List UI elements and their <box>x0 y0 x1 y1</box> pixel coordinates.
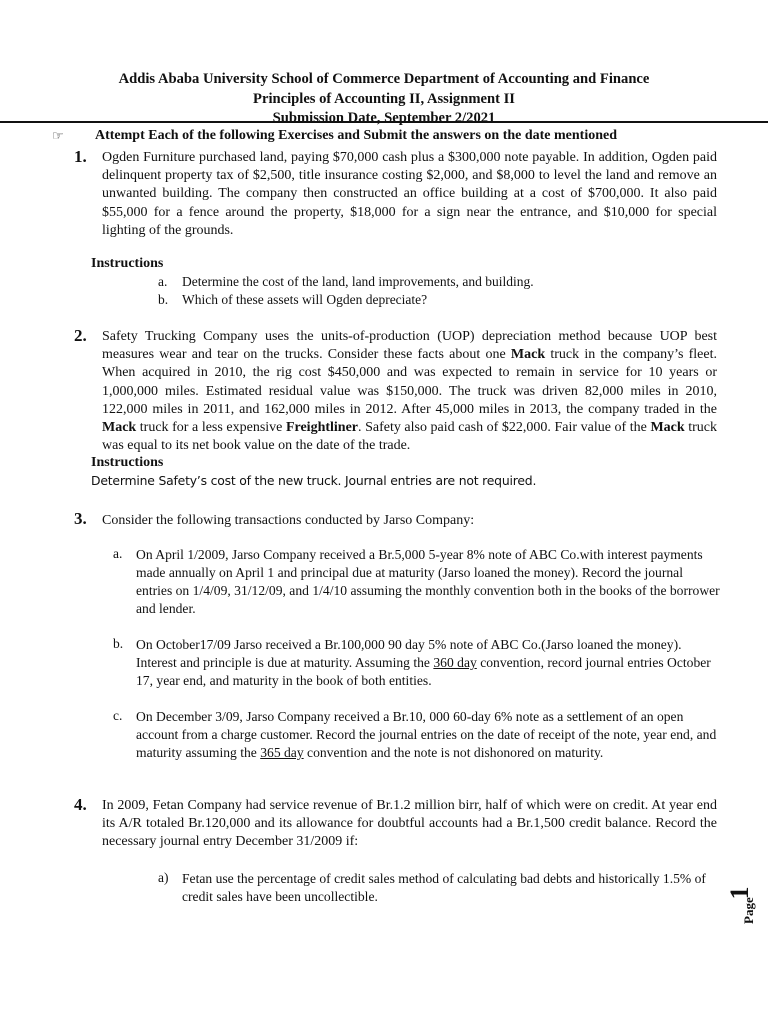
question-3-a-text: On April 1/2009, Jarso Company received a Br.5,000 5-year 8% note of ABC Co.with interest payments made annually on April 1 and principal due at maturity (Jarso loaned the money). Record the journal entries on 1/4/09, 31/12/09, and 1/4/10 assuming the monthly convention both in the books of the borrower and lender. <box>136 547 720 616</box>
question-3-c-text: On December 3/09, Jarso Company received a Br.10, 000 60-day 6% note as a settlement of an open account from a charge customer. Record the journal entries on the date of receipt of the note, year end, and maturity assuming the 365 day convention and the note is not dishonored on maturity. <box>136 709 717 760</box>
question-4-a-text: Fetan use the percentage of credit sales method of calculating bad debts and historically 1.5% of credit sales have been uncollectible. <box>182 871 706 904</box>
question-1-item-b-text: Which of these assets will Ogden depreciate? <box>182 292 428 307</box>
header-course: Principles of Accounting II, Assignment II <box>253 91 515 107</box>
question-2-mack-2: Mack <box>102 420 137 436</box>
question-3-c-letter: c. <box>113 708 123 723</box>
question-4-text: In 2009, Fetan Company had service revenue of Br.1.2 million birr, half of which were on credit. At year end its A/R totaled Br.120,000 and its allowance for doubtful accounts had a Br.1,500 credit balance. Record the necessary journal entry December 31/2009 if: <box>102 798 717 850</box>
question-2-instructions-label: Instructions <box>91 455 164 470</box>
question-3-a-letter: a. <box>113 546 123 561</box>
question-1-text: Ogden Furniture purchased land, paying $70,000 cash plus a $300,000 note payable. In addition, Ogden paid delinquent property tax of $2,500, title insurance costing $2,000, and $8,000 to level the land and remove an unwanted building. The company then constructed an office building at a cost of $700,000. It also paid $55,000 for a fence around the property, $18,000 for a sign near the entrance, and $10,000 for special lighting of the grounds. <box>102 150 717 238</box>
question-4-a-letter: a) <box>158 870 169 885</box>
instructions-intro: Attempt Each of the following Exercises and Submit the answers on the date mentioned <box>95 128 618 143</box>
question-3-c-convention: 365 day <box>260 745 304 760</box>
page-label: Page <box>741 897 756 924</box>
header-rule <box>0 121 768 123</box>
question-1-item-b-letter: b. <box>158 292 169 307</box>
page-number: 1 <box>725 886 754 900</box>
question-2-freightliner: Freightliner <box>285 420 359 436</box>
question-2-instruction: Determine Safety’s cost of the new truck. Journal entries are not required. <box>91 473 537 488</box>
question-3-intro: Consider the following transactions conducted by Jarso Company: <box>102 513 475 528</box>
question-4-number: 4. <box>74 795 87 814</box>
question-2-mack-1: Mack <box>510 347 546 363</box>
question-3-b-text: On October17/09 Jarso received a Br.100,000 90 day 5% note of ABC Co.(Jarso loaned the money). Interest and principle is due at maturity. Assuming the 360 day convention, record journal entries October 17, year end, and maturity in the book of both entities. <box>136 637 711 688</box>
question-1-item-a-text: Determine the cost of the land, land improvements, and building. <box>182 274 534 289</box>
pointing-hand-icon: ☞ <box>52 128 64 143</box>
question-1-instructions-label: Instructions <box>91 256 164 271</box>
question-2-mack-3: Mack <box>650 420 685 436</box>
question-3-b-letter: b. <box>113 636 124 651</box>
header-submission-date: Submission Date, September 2/2021 <box>272 110 496 126</box>
question-3-b-convention: 360 day <box>433 655 477 670</box>
question-1-number: 1. <box>74 147 87 166</box>
question-2-text: Safety Trucking Company uses the units-of-production (UOP) depreciation method because UOP best measures wear and tear on the trucks. Consider these facts about one Mack truck in the company’s fleet. When acquired in 2010, the rig cost $450,000 and was expected to remain in service for 10 years or 1,000,000 miles. Estimated residual value was $150,000. The truck was driven 82,000 miles in 2010, 122,000 miles in 2011, and 162,000 miles in 2012. After 45,000 miles in 2013, the company traded in the Mack truck for a less expensive Freightliner. Safety also paid cash of $22,000. Fair value of the Mack truck was equal to its net book value on the date of the trade. <box>102 329 717 454</box>
header-institution: Addis Ababa University School of Commerce Department of Accounting and Finance <box>118 71 650 87</box>
question-2-number: 2. <box>74 326 87 345</box>
question-1-item-a-letter: a. <box>158 274 168 289</box>
question-3-number: 3. <box>74 509 87 528</box>
